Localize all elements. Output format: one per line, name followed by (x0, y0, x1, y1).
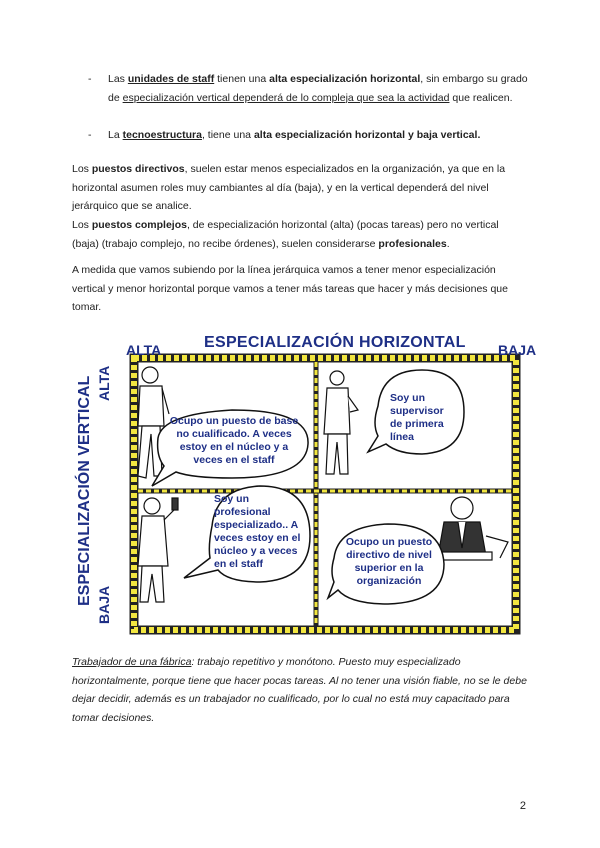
paragraph-linea-jerarquica: A medida que vamos subiendo por la línea jerárquica vamos a tener menor especialización vertical y menor horizontal porque vamos a tener más tareas que hacer y más decisiones que tomar. (72, 264, 508, 313)
bullet-text: Las unidades de staff tienen una alta especialización horizontal, sin embargo su grado de especialización vertical dependerá de lo compleja que sea la actividad que realicen. (108, 73, 528, 104)
vertical-axis-title: ESPECIALIZACIÓN VERTICAL (76, 375, 93, 606)
caption-trabajador-fabrica: Trabajador de una fábrica: trabajo repetitivo y monótono. Puesto muy especializado horizontalmente, porque tiene que hacer pocas tareas. Al no tener una visión fiable, no se le debe dejar decidir, además es un trabajador no cualificado, por lo cual no está muy capacitado para tomar decisiones. (72, 656, 527, 724)
bullet-tecnoestructura (88, 126, 528, 145)
paragraph-puestos-directivos: Los puestos directivos, suelen estar menos especializados en la organización, ya que en la horizontal asumen roles muy cambiantes al día (baja), y en la vertical dependerá del nivel jerárquico que se analice. (72, 163, 506, 212)
page-number: 2 (519, 800, 526, 812)
supervisor-icon (324, 371, 358, 474)
diagram-graphics (72, 326, 528, 638)
bold-term: tecnoestructura (122, 129, 202, 141)
bullet-text: La tecnoestructura, tiene una alta especialización horizontal y baja vertical. (108, 129, 481, 141)
executive-icon (432, 497, 508, 560)
professional-icon (138, 498, 178, 602)
specialization-diagram (72, 326, 537, 638)
vertical-baja-label: BAJA (96, 585, 112, 624)
vertical-alta-label: ALTA (96, 365, 112, 401)
bubble-text-q4: Ocupo un puesto directivo de nivel superior en la organización (345, 536, 433, 587)
bullet-staff (88, 70, 528, 107)
bold-term: unidades de staff (127, 73, 215, 85)
horizontal-axis-title: ESPECIALIZACIÓN HORIZONTAL (204, 334, 466, 351)
horizontal-baja-label: BAJA (498, 342, 537, 358)
bubble-text-q3: Soy un profesional especializado.. A veces estoy en el núcleo y a veces en el staff (214, 493, 301, 570)
bubble-text-q1: Ocupo un puesto de base no cualificado. A veces estoy en el núcleo y a veces en el staff (169, 415, 299, 466)
paragraph-puestos-complejos: Los puestos complejos, de especialización horizontal (alta) (pocas tareas) pero no vertical (baja) (trabajo complejo, no recibe órdenes), suelen considerarse profesionales. (72, 219, 499, 250)
horizontal-alta-label: ALTA (126, 342, 162, 358)
bullet-dash: - (88, 73, 92, 85)
bullet-dash: - (88, 129, 92, 141)
bubble-text-q2: Soy un supervisor de primera línea (390, 392, 444, 443)
